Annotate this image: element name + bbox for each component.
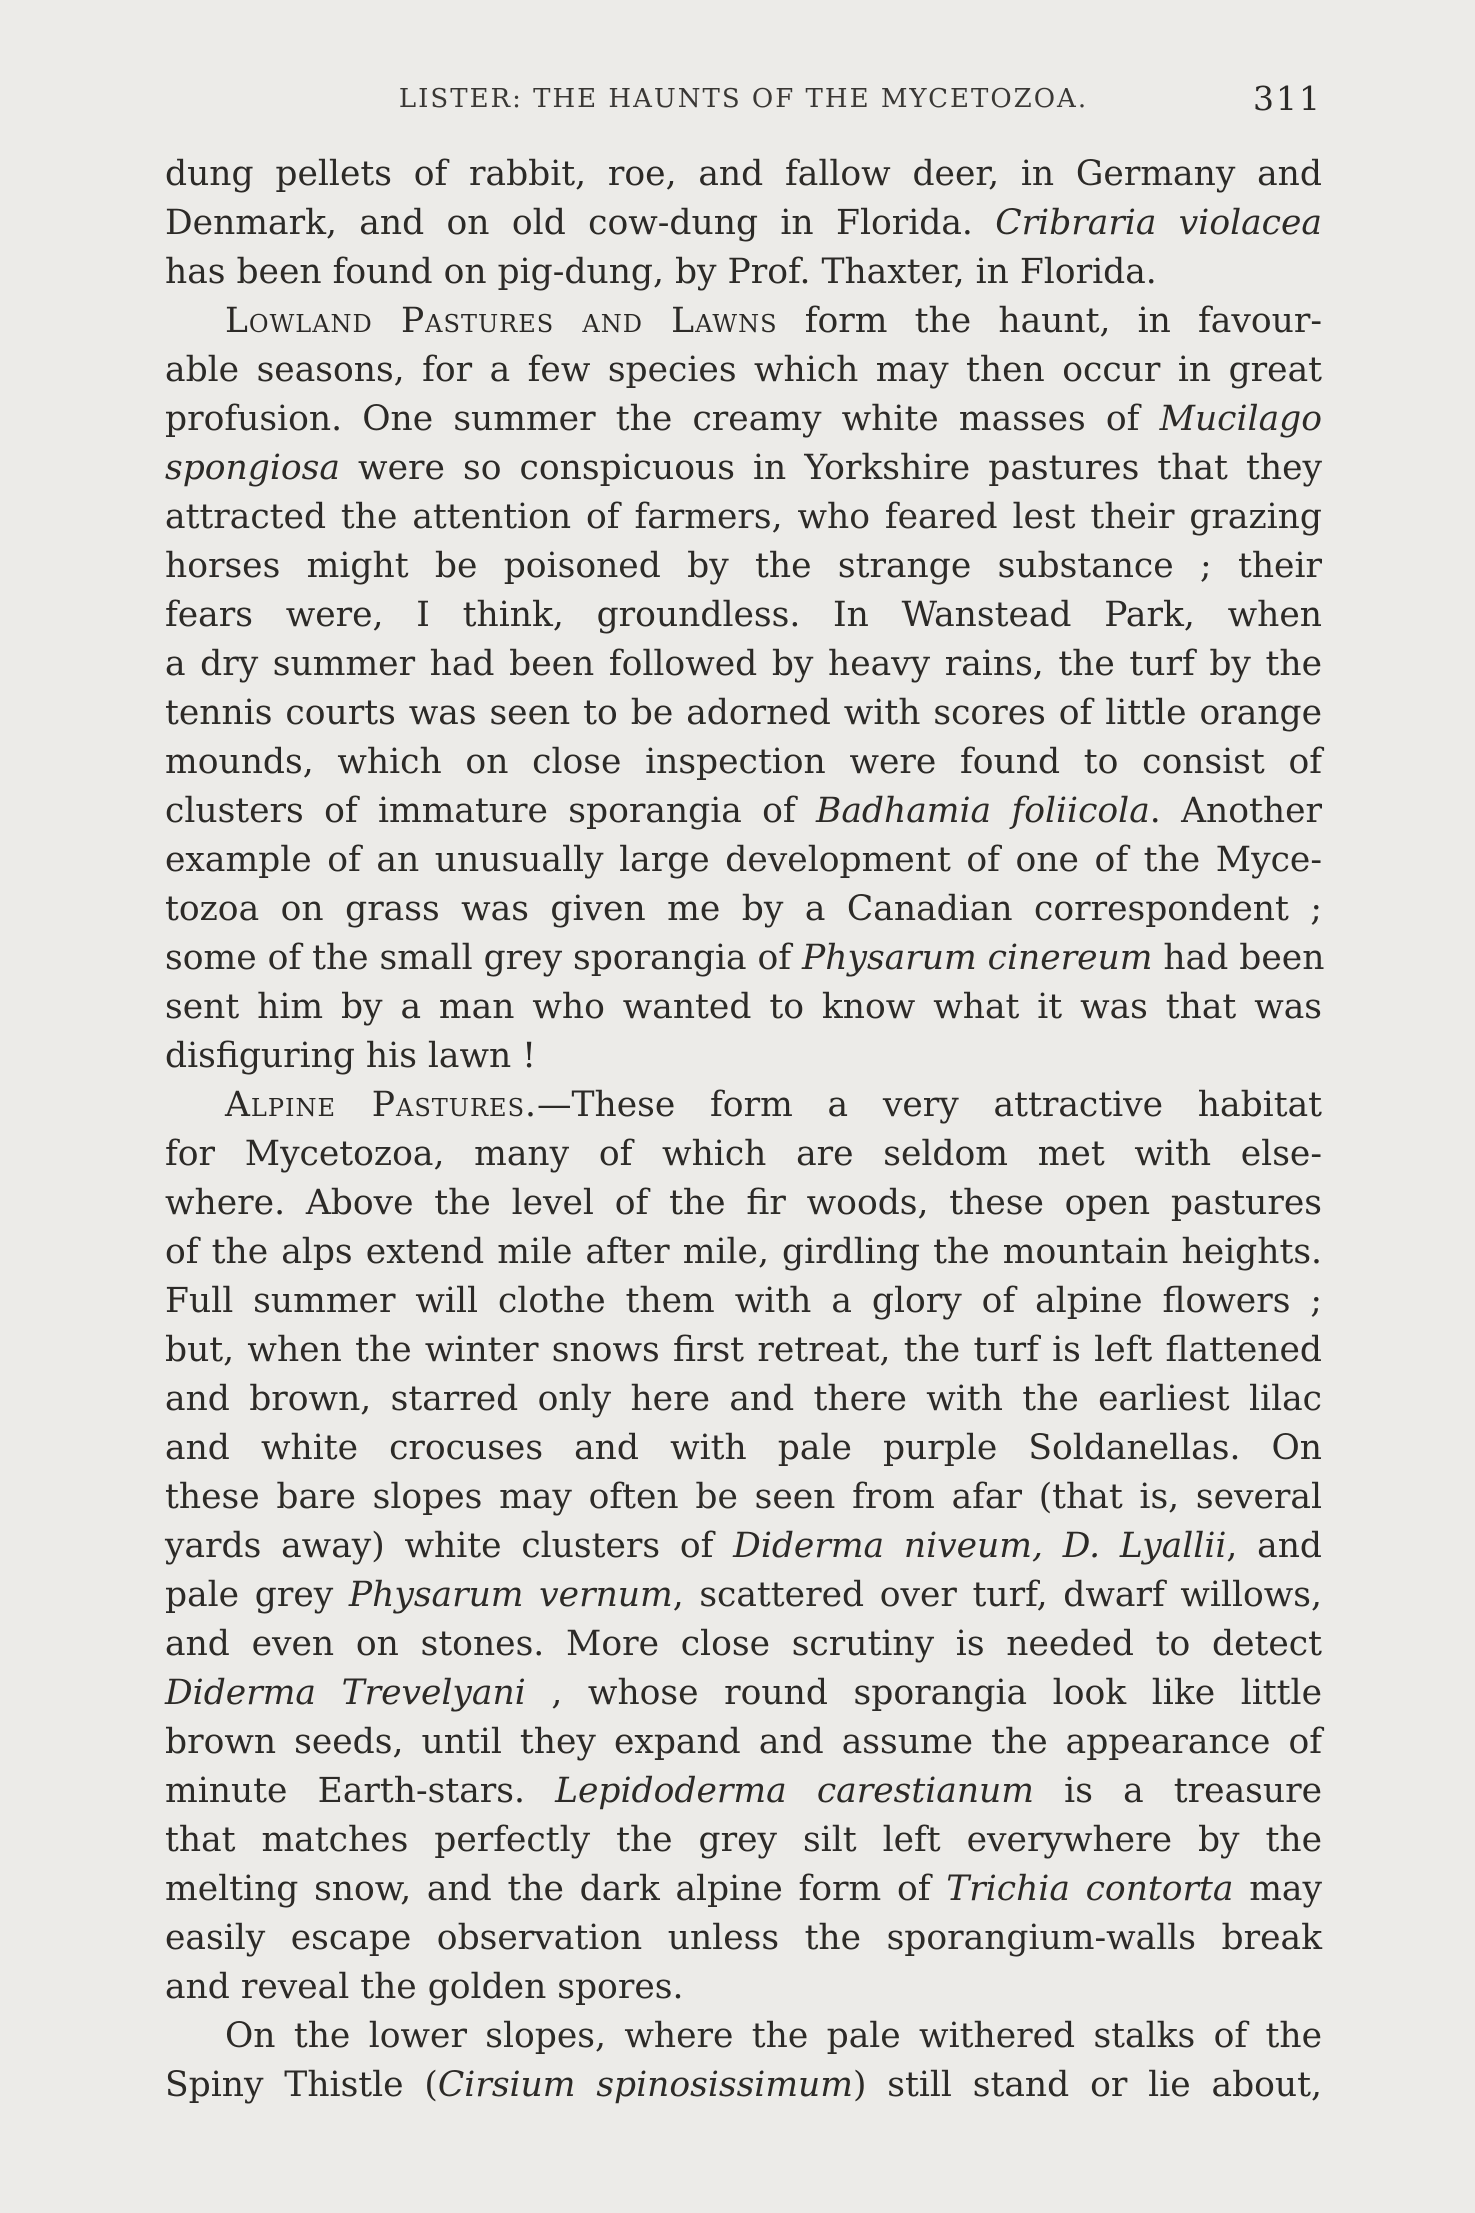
text-line [165, 1718, 1322, 1767]
text-line [165, 1130, 1322, 1179]
text-line [165, 1179, 1322, 1228]
text-run: and brown, starred only here and there with the earliest lilac [165, 1379, 1322, 1419]
text-run: pale grey [165, 1575, 349, 1615]
text-line [165, 1914, 1322, 1963]
text-run: , scattered over turf, dwarf willows, [672, 1575, 1322, 1615]
text-run: fears were, I think, groundless. In Wanstead Park, when [165, 595, 1322, 635]
text-run: for Mycetozoa, many of which are seldom met with else- [165, 1134, 1322, 1174]
text-run: ) still stand or lie about, [852, 2065, 1322, 2105]
text-run: example of an unusually large development of one of the Myce- [165, 840, 1322, 880]
text-run: horses might be poisoned by the strange substance ; their [165, 546, 1322, 586]
text-run: On the lower slopes, where the pale withered stalks of the [225, 2016, 1322, 2056]
text-line [165, 493, 1322, 542]
running-head: LISTER: THE HAUNTS OF THE MYCETOZOA. [398, 84, 1089, 114]
text-run: a dry summer had been followed by heavy rains, the turf by the [165, 644, 1322, 684]
text-run: has been found on pig-dung, by Prof. Thaxter, in Florida. [165, 252, 1157, 292]
text-run: , whose round sporangia look like little [525, 1673, 1322, 1713]
page-number: 311 [1253, 79, 1322, 118]
text-line [165, 1032, 1322, 1081]
section-heading: Alpine Pastures. [225, 1085, 537, 1125]
italic-species-name: Badhamia foliicola [816, 791, 1150, 831]
text-line [165, 2012, 1322, 2061]
text-run: some of the small grey sporangia of [165, 938, 803, 978]
text-run: had been [1152, 938, 1325, 978]
text-run: melting snow, and the dark alpine form of [165, 1869, 947, 1909]
text-line [165, 1767, 1322, 1816]
text-line [165, 395, 1322, 444]
text-run: where. Above the level of the fir woods, these open pastures [165, 1183, 1322, 1223]
text-run: easily escape observation unless the sporangium-walls break [165, 1918, 1322, 1958]
text-line [165, 689, 1322, 738]
italic-species-name: spongiosa [165, 448, 340, 488]
text-line [165, 738, 1322, 787]
text-line [165, 1963, 1322, 2012]
text-line [165, 346, 1322, 395]
text-line [165, 1865, 1322, 1914]
text-line [165, 1522, 1322, 1571]
text-run: brown seeds, until they expand and assume the appearance of [165, 1722, 1322, 1762]
text-line [165, 542, 1322, 591]
text-line [165, 1326, 1322, 1375]
italic-species-name: Mucilago [1159, 399, 1322, 439]
text-run: tennis courts was seen to be adorned with scores of little orange [165, 693, 1322, 733]
text-line [165, 1620, 1322, 1669]
text-line [165, 885, 1322, 934]
text-line [165, 1375, 1322, 1424]
italic-species-name: Cribraria violacea [995, 203, 1322, 243]
text-line [165, 1228, 1322, 1277]
italic-species-name: Diderma Trevelyani [165, 1673, 526, 1713]
text-line [165, 591, 1322, 640]
text-run: profusion. One summer the creamy white masses of [165, 399, 1160, 439]
text-run: may [1233, 1869, 1322, 1909]
text-run: Full summer will clothe them with a glory of alpine flowers ; [165, 1281, 1322, 1321]
italic-species-name: Cirsium spinosissimum [437, 2065, 853, 2105]
text-line [165, 297, 1322, 346]
text-run: Denmark, and on old cow-dung in Florida. [165, 203, 996, 243]
text-line [165, 640, 1322, 689]
text-run: and even on stones. More close scrutiny is needed to detect [165, 1624, 1322, 1664]
italic-species-name: Physarum cinereum [802, 938, 1153, 978]
text-run: and white crocuses and with pale purple Soldanellas. On [165, 1428, 1322, 1468]
text-line [165, 1669, 1322, 1718]
italic-species-name: Trichia contorta [946, 1869, 1234, 1909]
text-run: form the haunt, in favour- [777, 301, 1323, 341]
text-run: and reveal the golden spores. [165, 1967, 684, 2007]
text-run: but, when the winter snows first retreat, the turf is left flattened [165, 1330, 1322, 1370]
text-line [165, 934, 1325, 983]
text-line [165, 1277, 1322, 1326]
italic-species-name: Lepidoderma carestianum [555, 1771, 1034, 1811]
body-text [165, 150, 1325, 2110]
text-run: able seasons, for a few species which may then occur in great [165, 350, 1322, 390]
text-run: Spiny Thistle ( [165, 2065, 438, 2105]
text-run: —These form a very attractive habitat [537, 1085, 1323, 1125]
text-run: that matches perfectly the grey silt left everywhere by the [165, 1820, 1322, 1860]
text-run: mounds, which on close inspection were found to consist of [165, 742, 1322, 782]
italic-species-name: Diderma niveum, D. Lyallii [733, 1526, 1227, 1566]
text-line [165, 248, 1322, 297]
text-run: is a treasure [1033, 1771, 1322, 1811]
text-run: of the alps extend mile after mile, girdling the mountain heights. [165, 1232, 1322, 1272]
text-line [165, 2061, 1322, 2110]
text-line [165, 1571, 1322, 1620]
text-run: disfiguring his lawn ! [165, 1036, 537, 1076]
text-run: minute Earth-stars. [165, 1771, 556, 1811]
text-run: sent him by a man who wanted to know what it was that was [165, 987, 1322, 1027]
text-line [165, 199, 1322, 248]
text-line [165, 1424, 1322, 1473]
text-run: were so conspicuous in Yorkshire pastures that they [339, 448, 1322, 488]
page-header [165, 76, 1322, 122]
text-line [165, 836, 1322, 885]
section-heading: Lowland Pastures and Lawns [225, 301, 778, 341]
text-run: . Another [1149, 791, 1322, 831]
text-run: , and [1226, 1526, 1322, 1566]
text-line [165, 787, 1322, 836]
text-run: dung pellets of rabbit, roe, and fallow deer, in Germany and [165, 154, 1322, 194]
text-line [165, 150, 1322, 199]
text-run: these bare slopes may often be seen from afar (that is, several [165, 1477, 1322, 1517]
italic-species-name: Physarum vernum [348, 1575, 673, 1615]
text-line [165, 1081, 1322, 1130]
text-line [165, 1816, 1322, 1865]
text-run: yards away) white clusters of [165, 1526, 734, 1566]
text-run: attracted the attention of farmers, who feared lest their grazing [165, 497, 1322, 537]
text-line [165, 444, 1322, 493]
text-line [165, 1473, 1322, 1522]
text-run: tozoa on grass was given me by a Canadian correspondent ; [165, 889, 1322, 929]
text-line [165, 983, 1322, 1032]
text-run: clusters of immature sporangia of [165, 791, 817, 831]
